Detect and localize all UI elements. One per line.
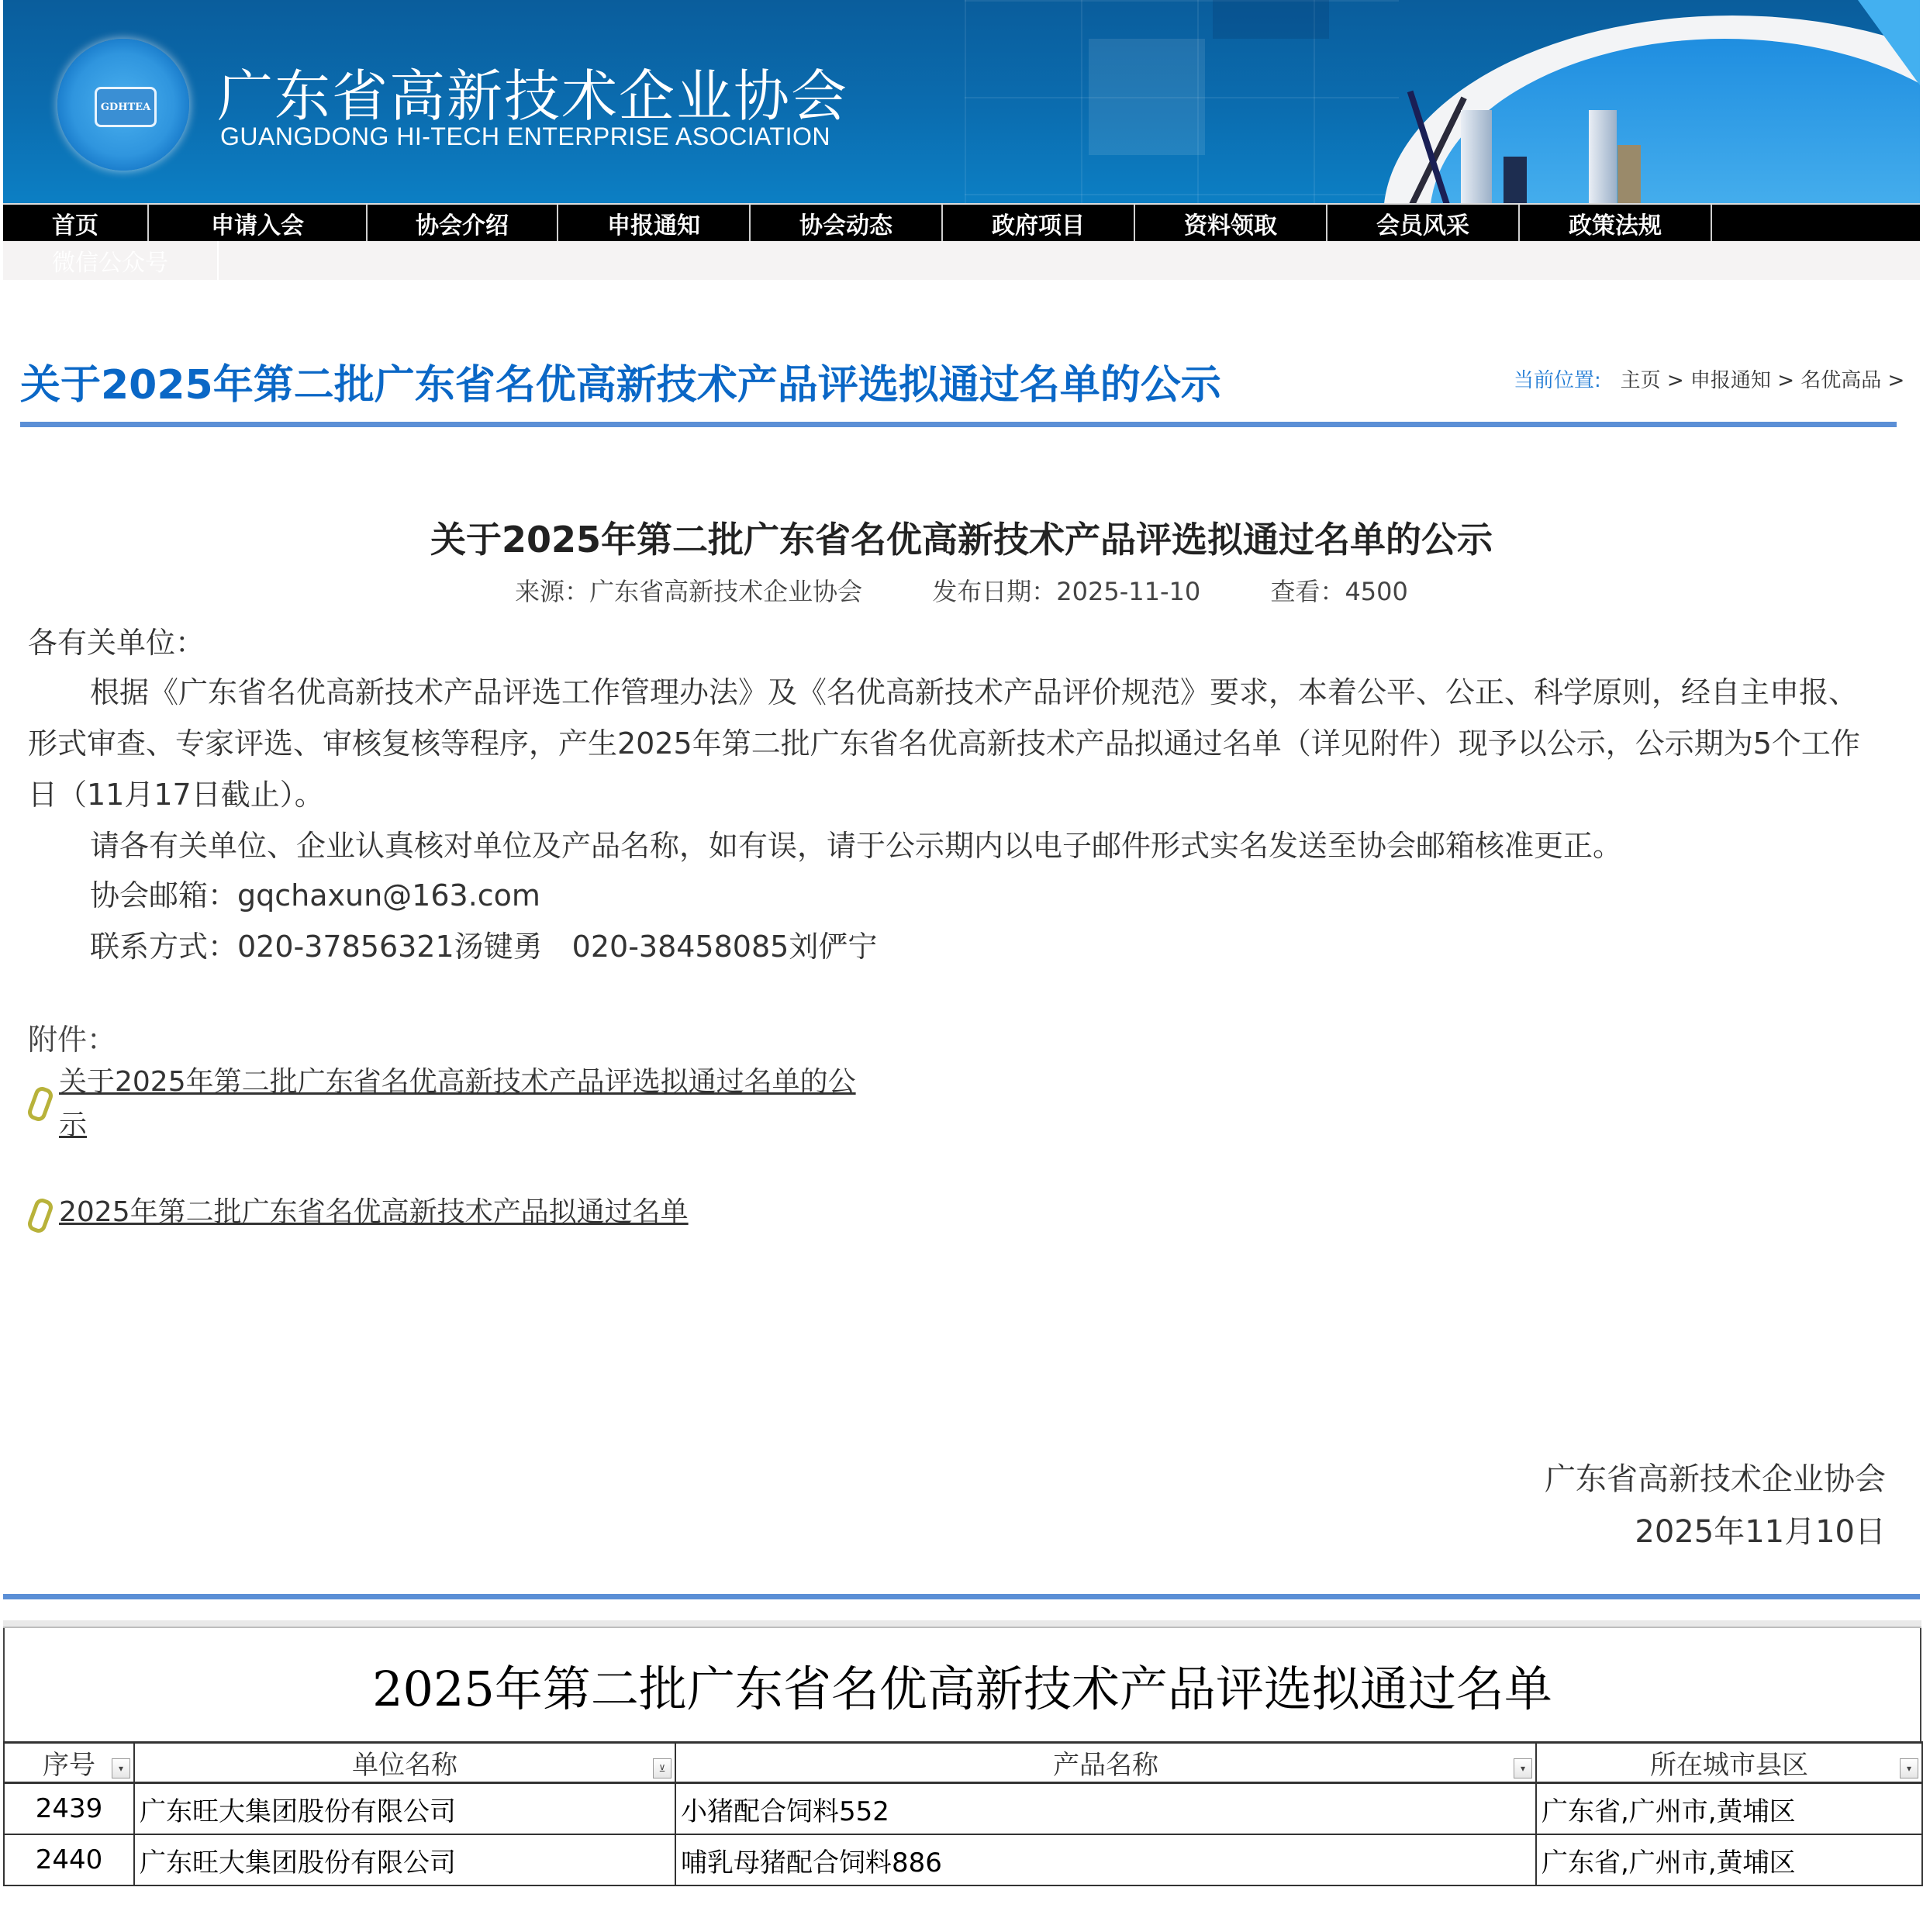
nav-about[interactable]: 协会介绍 [368, 205, 558, 241]
signature-date: 2025年11月10日 [1635, 1514, 1886, 1550]
cell-company: 广东旺大集团股份有限公司 [134, 1783, 675, 1835]
cell-location: 广东省,广州市,黄埔区 [1536, 1834, 1922, 1885]
main-nav [3, 203, 1920, 243]
body-paragraph-line: 形式审查、专家评选、审核复核等程序，产生2025年第二批广东省名优高新技术产品拟通过名单（详见附件）现予以公示，公示期为5个工作 [28, 726, 1860, 761]
nav-policies[interactable]: 政策法规 [1520, 205, 1712, 241]
article-meta [0, 572, 1923, 608]
article-views: 查看：4500 [1270, 577, 1408, 606]
cell-index: 2439 [4, 1783, 134, 1835]
nav-home[interactable]: 首页 [3, 205, 149, 241]
contact-email: 协会邮箱：gqchaxun@163.com [90, 878, 540, 913]
building [1617, 145, 1641, 203]
building [1461, 110, 1492, 203]
breadcrumb-category[interactable]: 名优高品 [1800, 369, 1882, 392]
cell-product: 哺乳母猪配合饲料886 [675, 1834, 1536, 1885]
contact-phone: 联系方式：020-37856321汤键勇 020-38458085刘俨宁 [90, 930, 878, 964]
column-header-product: 产品名称 ▾ [675, 1743, 1536, 1783]
spreadsheet-excerpt [3, 1620, 1921, 1884]
sub-nav [3, 241, 1920, 280]
breadcrumb-home[interactable]: 主页 [1620, 369, 1661, 392]
cell-product: 小猪配合饲料552 [675, 1783, 1536, 1835]
banner-decoration [1089, 39, 1205, 155]
breadcrumb-notices[interactable]: 申报通知 [1690, 369, 1771, 392]
results-table [3, 1741, 1923, 1886]
table-row [4, 1783, 1922, 1835]
attachments-label: 附件： [28, 1023, 117, 1057]
column-header-company: 单位名称 ⊻ [134, 1743, 675, 1783]
breadcrumb [1514, 364, 1904, 393]
building [1504, 157, 1527, 203]
cell-location: 广东省,广州市,黄埔区 [1536, 1783, 1922, 1835]
body-paragraph-line: 请各有关单位、企业认真核对单位及产品名称，如有误，请于公示期内以电子邮件形式实名发送至协会邮箱核准更正。 [90, 829, 1623, 863]
article-title: 关于2025年第二批广东省名优高新技术产品评选拟通过名单的公示 [430, 519, 1493, 561]
article-source: 来源：广东省高新技术企业协会 [515, 577, 863, 606]
breadcrumb-separator: > [1777, 369, 1794, 392]
paperclip-icon [28, 1084, 50, 1118]
signature-organization: 广东省高新技术企业协会 [1545, 1461, 1886, 1497]
sheet-title: 2025年第二批广东省名优高新技术产品评选拟通过名单 [3, 1628, 1921, 1741]
body-paragraph-line: 根据《广东省名优高新技术产品评选工作管理办法》及《名优高新技术产品评价规范》要求，本着公平、公正、科学原则，经自主申报、 [90, 675, 1859, 709]
filter-active-icon[interactable]: ⊻ [653, 1758, 671, 1778]
body-paragraph-line: 日（11月17日截止）。 [28, 778, 324, 812]
nav-news[interactable]: 协会动态 [751, 205, 943, 241]
nav-gov-projects[interactable]: 政府项目 [943, 205, 1135, 241]
breadcrumb-label: 当前位置: [1514, 369, 1601, 392]
article-divider [3, 1594, 1920, 1599]
attachment-link-list[interactable]: 2025年第二批广东省名优高新技术产品拟通过名单 [59, 1196, 689, 1228]
banner-decoration [1213, 0, 1329, 39]
banner-corner [1858, 0, 1920, 85]
logo-emblem: GDHTEA [95, 87, 157, 127]
paperclip-icon [28, 1195, 50, 1230]
filter-dropdown-icon[interactable]: ▾ [112, 1758, 130, 1778]
nav-members[interactable]: 会员风采 [1327, 205, 1520, 241]
nav-join[interactable]: 申请入会 [149, 205, 368, 241]
column-header-location: 所在城市县区 ▾ [1536, 1743, 1922, 1783]
attachment-item [28, 1061, 856, 1147]
nav-wechat[interactable]: 微信公众号 [3, 241, 219, 280]
table-row [4, 1834, 1922, 1885]
nav-downloads[interactable]: 资料领取 [1135, 205, 1327, 241]
attachment-item [28, 1191, 689, 1234]
breadcrumb-separator: > [1887, 369, 1905, 392]
site-title: 广东省高新技术企业协会 [217, 64, 849, 129]
cell-company: 广东旺大集团股份有限公司 [134, 1834, 675, 1885]
attachment-link-notice[interactable]: 关于2025年第二批广东省名优高新技术产品评选拟通过名单的公 示 [59, 1066, 856, 1141]
table-header-row [4, 1743, 1922, 1783]
title-divider [20, 422, 1897, 427]
nav-empty [1712, 205, 1920, 241]
cell-index: 2440 [4, 1834, 134, 1885]
breadcrumb-separator: > [1666, 369, 1684, 392]
column-header-index: 序号 ▾ [4, 1743, 134, 1783]
header-banner [3, 0, 1920, 203]
sheet-column-strip [3, 1620, 1921, 1628]
filter-dropdown-icon[interactable]: ▾ [1514, 1758, 1532, 1778]
association-logo[interactable] [57, 39, 189, 171]
filter-dropdown-icon[interactable]: ▾ [1900, 1758, 1918, 1778]
building [1589, 110, 1617, 203]
article-date: 发布日期：2025-11-10 [932, 577, 1201, 606]
nav-notices[interactable]: 申报通知 [558, 205, 751, 241]
site-subtitle: GUANGDONG HI-TECH ENTERPRISE ASOCIATION [220, 122, 830, 150]
page-title: 关于2025年第二批广东省名优高新技术产品评选拟通过名单的公示 [20, 362, 1221, 409]
salutation: 各有关单位： [28, 626, 205, 660]
